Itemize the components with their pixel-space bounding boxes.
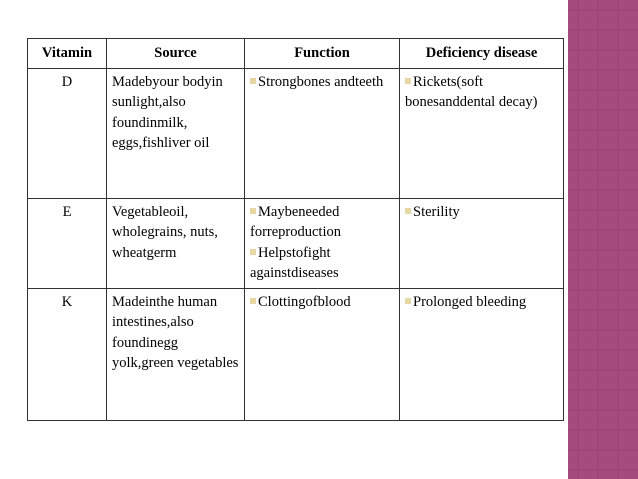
function-text: Clottingofblood [258, 293, 351, 310]
bullet-icon [250, 249, 256, 255]
bullet-icon [250, 298, 256, 304]
function-text: Strongbones andteeth [258, 73, 384, 90]
header-deficiency: Deficiency disease [400, 39, 564, 69]
deficiency-cell [400, 288, 564, 420]
vitamin-table [27, 38, 564, 421]
deficiency-text: Sterility [413, 203, 460, 220]
header-row [28, 39, 564, 69]
function-text: Helpstofight againstdiseases [250, 244, 339, 281]
vitamin-cell: E [28, 198, 107, 288]
list-item [250, 72, 394, 93]
decorative-side-bar [568, 0, 638, 479]
table-row [28, 198, 564, 288]
deficiency-text: Prolonged bleeding [413, 293, 527, 310]
list-item [250, 202, 394, 243]
vitamin-cell: D [28, 68, 107, 198]
side-bar-pattern [568, 0, 638, 479]
header-function: Function [245, 39, 400, 69]
function-cell [245, 198, 400, 288]
bullet-icon [405, 298, 411, 304]
function-cell [245, 288, 400, 420]
deficiency-text: Rickets(soft bonesanddental decay) [405, 73, 538, 110]
list-item [250, 292, 394, 313]
function-cell [245, 68, 400, 198]
bullet-icon [405, 78, 411, 84]
table-row [28, 68, 564, 198]
deficiency-cell [400, 198, 564, 288]
list-item [405, 72, 558, 113]
bullet-icon [250, 208, 256, 214]
bullet-icon [250, 78, 256, 84]
source-cell: Madeinthe human intestines,also foundinegg yolk,green vegetables [107, 288, 245, 420]
deficiency-cell [400, 68, 564, 198]
list-item [250, 243, 394, 284]
table-row [28, 288, 564, 420]
header-source: Source [107, 39, 245, 69]
source-cell: Madebyour bodyin sunlight,also foundinmilk, eggs,fishliver oil [107, 68, 245, 198]
vitamin-cell: K [28, 288, 107, 420]
bullet-icon [405, 208, 411, 214]
function-text: Maybeneeded forreproduction [250, 203, 341, 240]
source-cell: Vegetableoil, wholegrains, nuts, wheatgerm [107, 198, 245, 288]
header-vitamin: Vitamin [28, 39, 107, 69]
list-item [405, 202, 558, 223]
list-item [405, 292, 558, 313]
